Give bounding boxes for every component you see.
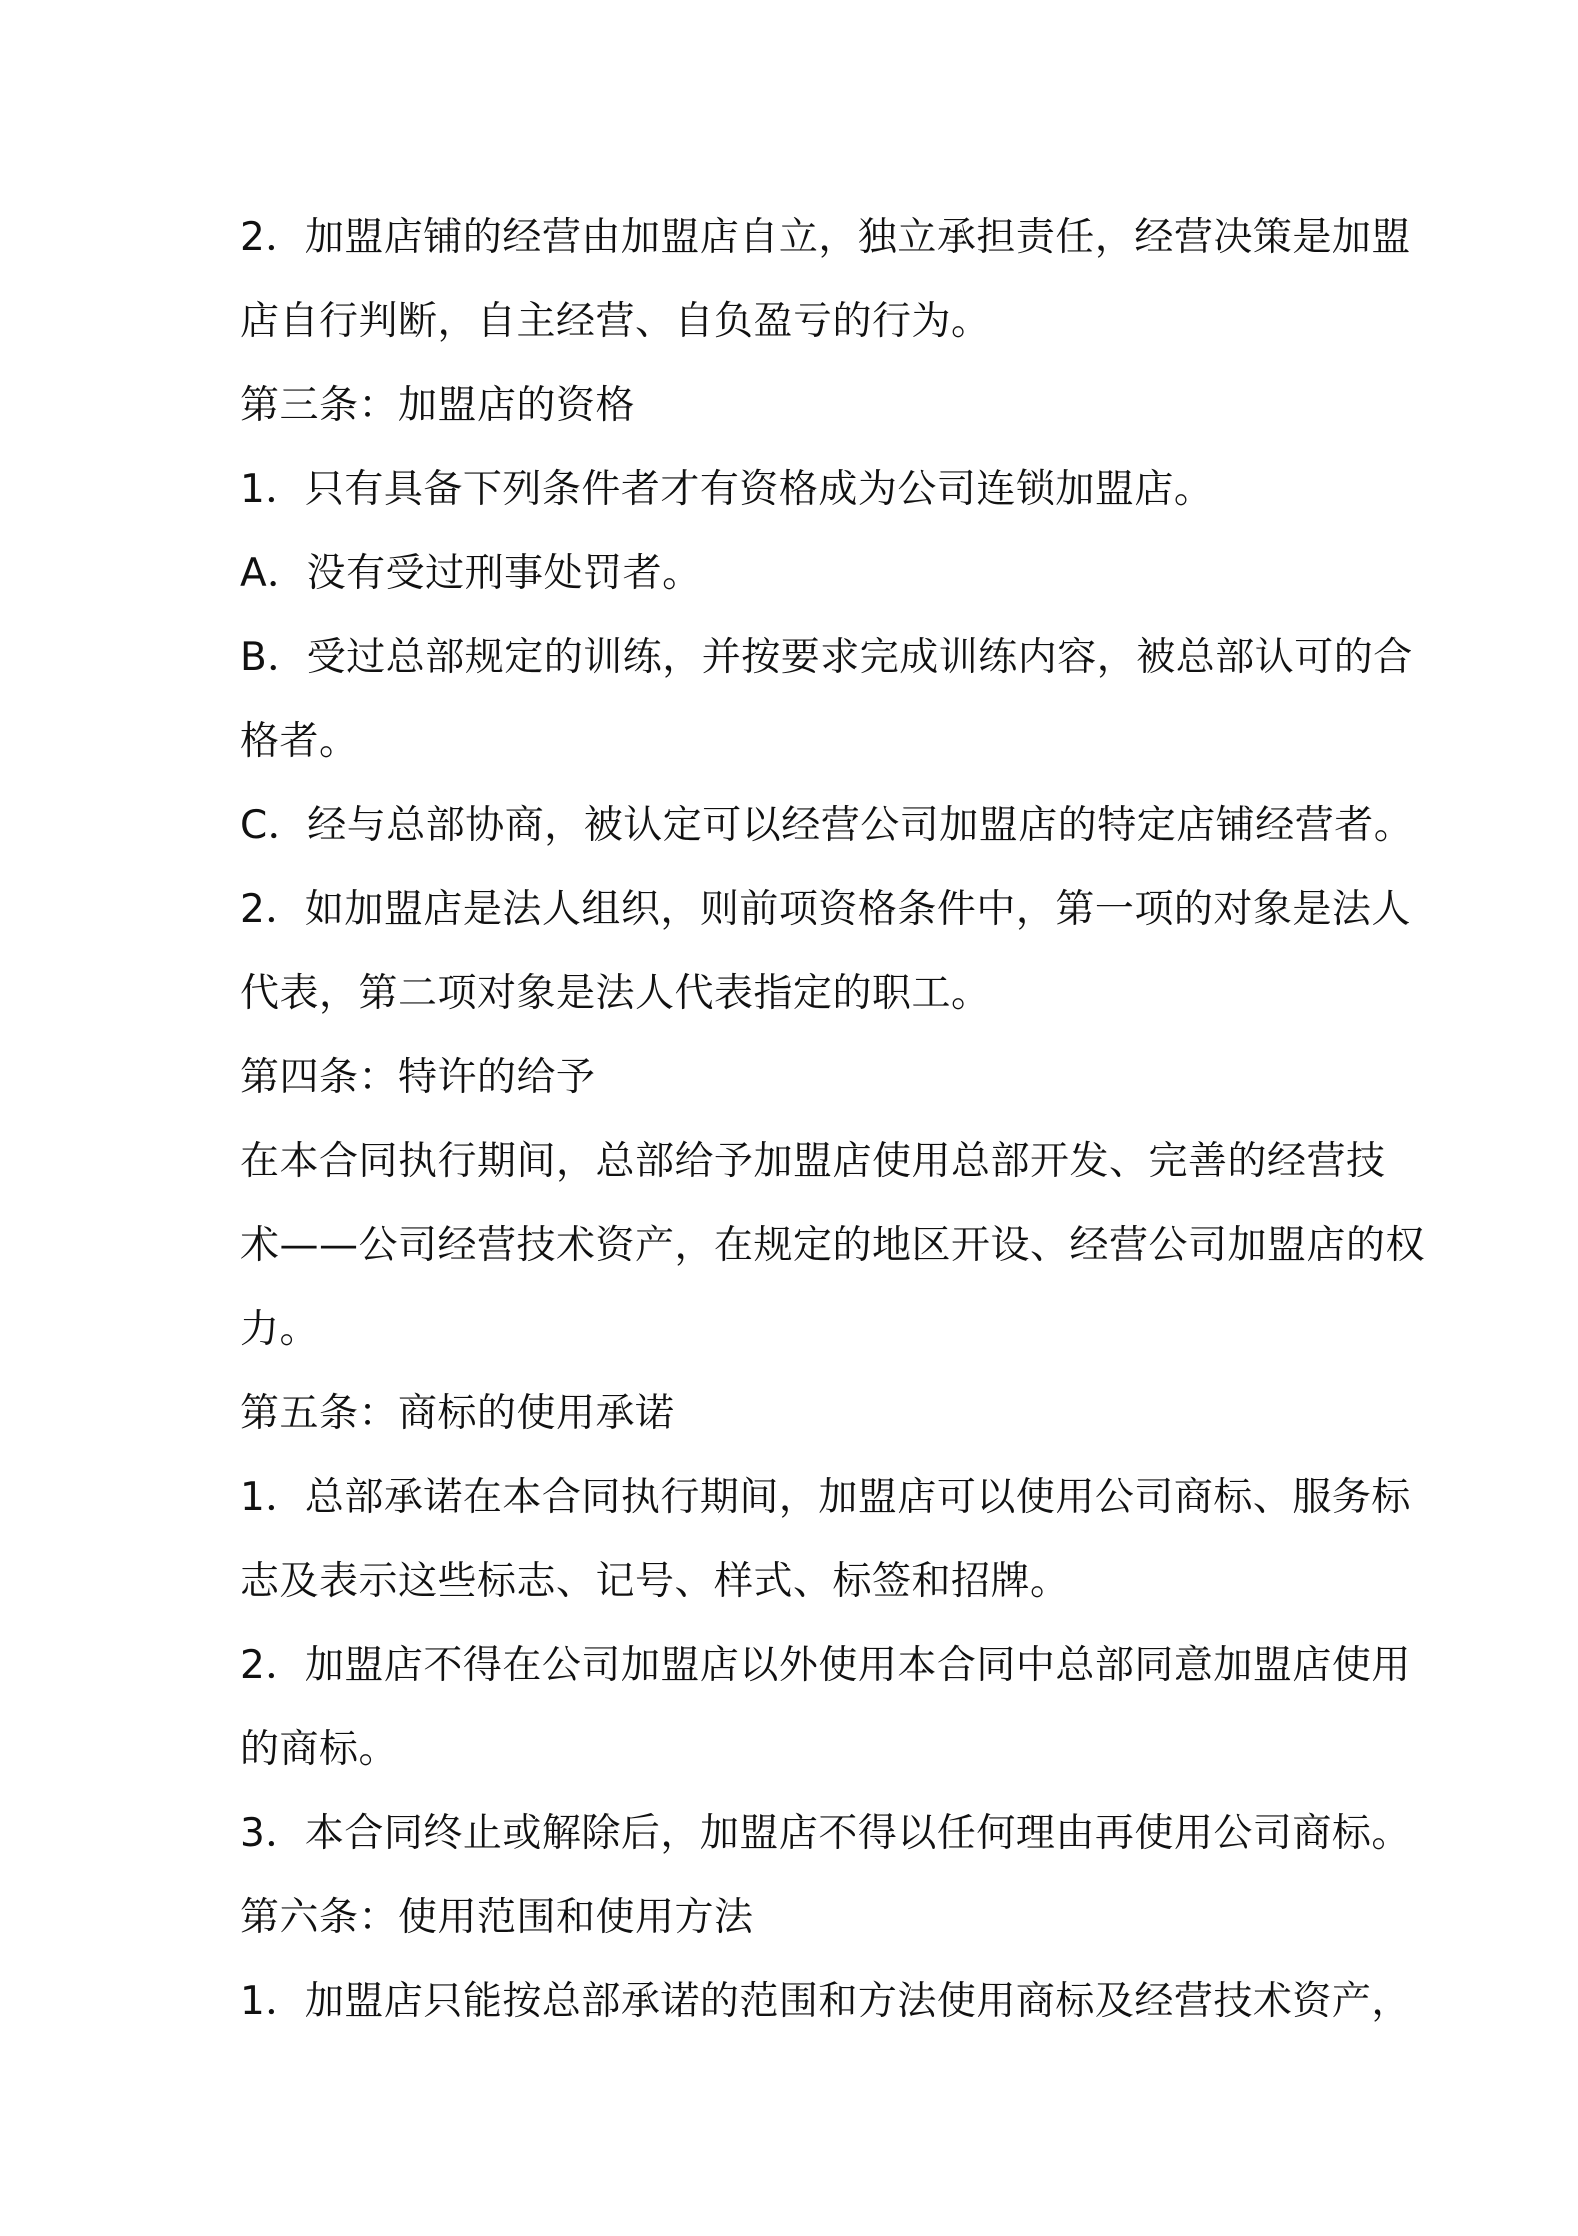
document-body [240,196,1426,2044]
article-heading: 第三条：加盟店的资格 [240,383,636,428]
paragraph-line: 2．加盟店铺的经营由加盟店自立，独立承担责任，经营决策是加盟 [240,215,1411,260]
paragraph-line: 2．如加盟店是法人组织，则前项资格条件中，第一项的对象是法人 [240,887,1411,932]
paragraph-line: 术——公司经营技术资产，在规定的地区开设、经营公司加盟店的权 [240,1223,1426,1268]
paragraph-line: 的商标。 [240,1727,399,1772]
article-heading: 第六条：使用范围和使用方法 [240,1895,754,1940]
paragraph-line: 店自行判断，自主经营、自负盈亏的行为。 [240,299,991,344]
paragraph-line: B．受过总部规定的训练，并按要求完成训练内容，被总部认可的合 [240,635,1413,680]
paragraph-line: 志及表示这些标志、记号、样式、标签和招牌。 [240,1559,1070,1604]
paragraph-line: A．没有受过刑事处罚者。 [240,551,702,596]
paragraph-line: 格者。 [240,719,359,764]
article-heading: 第五条：商标的使用承诺 [240,1391,675,1436]
article-heading: 第四条：特许的给予 [240,1055,596,1100]
paragraph-line: 1．加盟店只能按总部承诺的范围和方法使用商标及经营技术资产， [240,1979,1411,2024]
paragraph-line: 3．本合同终止或解除后，加盟店不得以任何理由再使用公司商标。 [240,1811,1411,1856]
paragraph-line: 2．加盟店不得在公司加盟店以外使用本合同中总部同意加盟店使用 [240,1643,1411,1688]
paragraph-line: 在本合同执行期间，总部给予加盟店使用总部开发、完善的经营技 [240,1139,1386,1184]
paragraph-line: 力。 [240,1307,320,1352]
paragraph-line: C．经与总部协商，被认定可以经营公司加盟店的特定店铺经营者。 [240,803,1414,848]
paragraph-line: 代表，第二项对象是法人代表指定的职工。 [240,971,991,1016]
paragraph-line: 1．总部承诺在本合同执行期间，加盟店可以使用公司商标、服务标 [240,1475,1411,1520]
paragraph-line: 1．只有具备下列条件者才有资格成为公司连锁加盟店。 [240,467,1214,512]
